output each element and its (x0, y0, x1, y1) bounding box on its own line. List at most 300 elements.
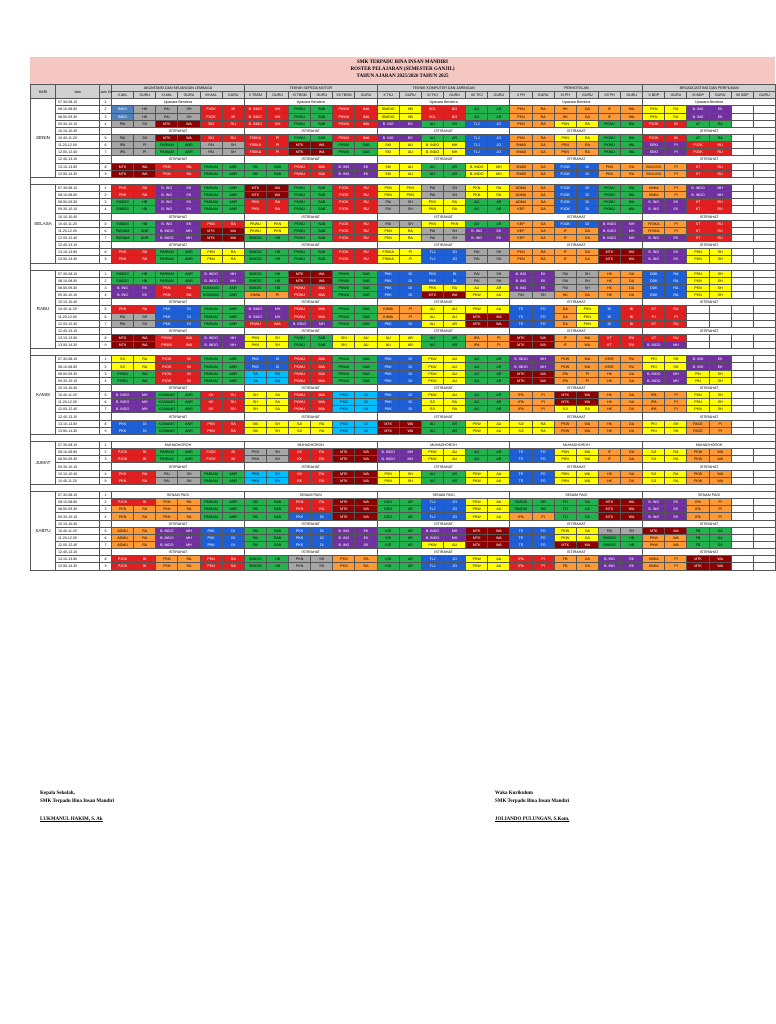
subject-cell: PKI (687, 377, 709, 384)
subject-cell: PKN (377, 227, 399, 234)
school-name: SMK TERPADU BINA INSAN MANDIRI (357, 60, 448, 65)
period-cell: 6 (100, 227, 112, 234)
subject-cell: PKN (510, 249, 532, 256)
subject-cell: PKN (156, 563, 178, 570)
subject-cell: AR (444, 134, 466, 141)
subject-cell: SH (444, 234, 466, 241)
subject-cell: DI (598, 306, 620, 313)
subject-cell: DA (621, 284, 643, 291)
subject-cell: ANR (178, 406, 200, 413)
subject-cell: TE (510, 449, 532, 456)
subject-cell: SH (244, 399, 266, 406)
subject-cell: IMA (311, 356, 333, 363)
subject-cell: WA (134, 377, 156, 384)
subject-cell: PKWU (289, 227, 311, 234)
subject-cell: ANR (222, 477, 244, 484)
subject-cell: KT (687, 220, 709, 227)
subject-cell: AR (488, 392, 510, 399)
subject-cell: PKK (377, 370, 399, 377)
header-department: AKUNTANSI DAN KEUANGAN LEMBAGA (112, 85, 245, 92)
subject-cell: FISIKA (377, 249, 399, 256)
subject-cell: KT (643, 334, 665, 341)
subject-cell: RU (621, 356, 643, 363)
header-class: XI PH (554, 92, 576, 99)
subject-cell: SHAB (510, 142, 532, 149)
table-row (31, 149, 776, 156)
subject-cell: PKN (112, 192, 134, 199)
subject-cell: PKK (377, 363, 399, 370)
subject-cell: DI (399, 363, 421, 370)
subject-cell: EK (355, 527, 377, 534)
subject-cell: DA (621, 420, 643, 427)
subject-cell: KEP (510, 234, 532, 241)
table-row (31, 292, 776, 299)
break-cell: ISTIRAHAT (377, 242, 510, 249)
subject-cell: ANR (222, 284, 244, 291)
subject-cell: EK (355, 542, 377, 549)
period-cell (100, 299, 112, 306)
special-activity-cell: SENAM PAGI (643, 492, 776, 499)
subject-cell: PJOK (333, 199, 355, 206)
break-cell: ISTIRAHAT (377, 299, 510, 306)
period-cell: 7 (100, 542, 112, 549)
time-cell: 12.00-12.40 (56, 149, 100, 156)
subject-cell: PKWU (333, 370, 355, 377)
subject-cell: PAI (421, 192, 443, 199)
subject-cell: PKN (421, 206, 443, 213)
subject-cell: PKN (687, 284, 709, 291)
subject-cell: B. INDO (244, 106, 266, 113)
subject-cell: BI (621, 313, 643, 320)
subject-cell (731, 513, 753, 520)
subject-cell: DI (444, 270, 466, 277)
period-cell (100, 384, 112, 391)
time-cell: 08.50-09.30 (56, 456, 100, 463)
subject-cell: RA (311, 427, 333, 434)
subject-cell: SAB (266, 542, 288, 549)
subject-cell: PKWU (333, 356, 355, 363)
subject-cell: DI (399, 292, 421, 299)
time-cell: 13.50-14.30 (56, 427, 100, 434)
subject-cell: DI (222, 542, 244, 549)
table-row (31, 463, 776, 470)
subject-cell: AR (444, 342, 466, 349)
subject-cell: PKN (200, 220, 222, 227)
signature-left-name: LUKMANUL HAKIM, S. Ak (40, 817, 103, 822)
subject-cell: SH (488, 249, 510, 256)
subject-cell: SAB (355, 142, 377, 149)
table-row (31, 456, 776, 463)
break-cell: ISTIRAHAT (112, 299, 245, 306)
subject-cell: SAB (311, 106, 333, 113)
subject-cell: SH (621, 527, 643, 534)
subject-cell: PAI (377, 220, 399, 227)
subject-cell: BI (222, 449, 244, 456)
subject-cell: AU (488, 306, 510, 313)
subject-cell: PKN (643, 106, 665, 113)
subject-cell: SAB (266, 534, 288, 541)
subject-cell: PKN (266, 227, 288, 234)
subject-cell: PKN (244, 470, 266, 477)
subject-cell: MH (621, 220, 643, 227)
subject-cell: RA (709, 134, 731, 141)
subject-cell: DDG (377, 513, 399, 520)
subject-cell: HK (554, 292, 576, 299)
subject-cell: PI (665, 184, 687, 191)
subject-cell: AU (444, 542, 466, 549)
subject-cell: DI (311, 542, 333, 549)
header-class: GURU (399, 92, 421, 99)
subject-cell: AIJ (421, 334, 443, 341)
subject-cell: PAI (554, 277, 576, 284)
subject-cell: PKN (333, 556, 355, 563)
table-row (31, 192, 776, 199)
subject-cell: SKI (244, 170, 266, 177)
break-cell: ISTIRAHAT (643, 549, 776, 556)
break-cell: ISTIRAHAT (643, 327, 776, 334)
subject-cell: WA (355, 470, 377, 477)
subject-cell: TE (510, 542, 532, 549)
subject-cell: RA (178, 292, 200, 299)
subject-cell: TE (510, 313, 532, 320)
table-row (31, 170, 776, 177)
subject-cell: MTK (112, 170, 134, 177)
subject-cell: PARIAM (200, 499, 222, 506)
subject-cell: ANR (222, 356, 244, 363)
table-row (31, 420, 776, 427)
subject-cell: B. INDO (112, 392, 134, 399)
day-separator (31, 177, 776, 184)
table-row (31, 556, 776, 563)
subject-cell: B. INDO (244, 120, 266, 127)
subject-cell: PKN (554, 120, 576, 127)
subject-cell: DA (576, 513, 598, 520)
subject-cell: SIMDIG (112, 220, 134, 227)
subject-cell: PKN (377, 234, 399, 241)
subject-cell: MTK (200, 227, 222, 234)
subject-cell: HB (399, 106, 421, 113)
subject-cell: SH (266, 420, 288, 427)
subject-cell: PARIAM (156, 256, 178, 263)
subject-cell: WA (311, 270, 333, 277)
day-cell: RABU (31, 270, 56, 349)
subject-cell: MH (178, 527, 200, 534)
subject-cell: PKWU (289, 292, 311, 299)
subject-cell: BI (665, 134, 687, 141)
subject-cell: DI (355, 392, 377, 399)
subject-cell: PAI (112, 313, 134, 320)
subject-cell: DA (532, 206, 554, 213)
table-row (31, 470, 776, 477)
subject-cell: AU (444, 356, 466, 363)
subject-cell: PJOK (333, 227, 355, 234)
period-cell: 6 (100, 399, 112, 406)
subject-cell: PKN (200, 249, 222, 256)
header-class: XI AKL (156, 92, 178, 99)
subject-cell: AR (444, 427, 466, 434)
subject-cell: MH (134, 392, 156, 399)
subject-cell: MTK (377, 427, 399, 434)
subject-cell: DI (222, 527, 244, 534)
signature-right-school: SMK Terpadu Bina Insan Mandiri (495, 799, 570, 804)
subject-cell (731, 477, 753, 484)
roster-title: ROSTER PELAJARAN (SEMESTER GANJIL) (350, 67, 455, 72)
header-class: GURU (134, 92, 156, 99)
subject-cell: SAB (355, 320, 377, 327)
subject-cell: RA (222, 556, 244, 563)
subject-cell: DA (532, 192, 554, 199)
subject-cell: PKN (289, 506, 311, 513)
subject-cell (753, 534, 775, 541)
subject-cell: EK (178, 199, 200, 206)
subject-cell: IPA (510, 556, 532, 563)
subject-cell: PJOK (333, 184, 355, 191)
subject-cell (731, 556, 753, 563)
subject-cell: PKN (377, 192, 399, 199)
subject-cell: PAI (466, 256, 488, 263)
time-cell: 12.00-12.40 (56, 542, 100, 549)
subject-cell: RA (488, 192, 510, 199)
subject-cell: WA (488, 534, 510, 541)
subject-cell: MTK (598, 249, 620, 256)
subject-cell: PKW (466, 420, 488, 427)
subject-cell: KEIR (598, 356, 620, 363)
header-class: XII TKJ (466, 92, 488, 99)
subject-cell: EK (532, 277, 554, 284)
subject-cell: SJI (643, 477, 665, 484)
subject-cell: PJOK (200, 456, 222, 463)
subject-cell: MH (532, 356, 554, 363)
subject-cell: PKWU (289, 184, 311, 191)
subject-cell: SH (488, 270, 510, 277)
subject-cell: FB (687, 542, 709, 549)
subject-cell: AIJ (421, 163, 443, 170)
subject-cell: SH (709, 392, 731, 399)
subject-cell: PJOK (200, 449, 222, 456)
subject-cell: SH (178, 477, 200, 484)
subject-cell: PI (709, 513, 731, 520)
subject-cell: PI (709, 427, 731, 434)
subject-cell: MH (222, 342, 244, 349)
subject-cell: ADMU (112, 527, 134, 534)
subject-cell: SAB (311, 206, 333, 213)
subject-cell: RU (311, 456, 333, 463)
subject-cell: DA (621, 370, 643, 377)
subject-cell: FB (554, 556, 576, 563)
subject-cell: B. INDO (200, 277, 222, 284)
subject-cell: PKI (643, 427, 665, 434)
table-row (31, 377, 776, 384)
subject-cell: IPA (466, 334, 488, 341)
subject-cell: MH (266, 306, 288, 313)
subject-cell: PJOK (112, 456, 134, 463)
subject-cell: PKN (244, 449, 266, 456)
subject-cell: HB (134, 206, 156, 213)
subject-cell: PKN (421, 284, 443, 291)
subject-cell: SIMDIG (244, 270, 266, 277)
subject-cell: JO (444, 556, 466, 563)
subject-cell: B. ING (643, 206, 665, 213)
subject-cell: B. INDO (200, 334, 222, 341)
subject-cell: PAI (377, 206, 399, 213)
subject-cell: RA (222, 420, 244, 427)
subject-cell: MTK (156, 120, 178, 127)
subject-cell: EK (355, 163, 377, 170)
subject-cell: TLJ (466, 120, 488, 127)
subject-cell: PAI (112, 134, 134, 141)
subject-cell: RU (621, 334, 643, 341)
subject-cell: SAB (266, 499, 288, 506)
subject-cell: RA (532, 420, 554, 427)
subject-cell: PKN (554, 449, 576, 456)
subject-cell: B. ING (643, 234, 665, 241)
subject-cell: EK (134, 292, 156, 299)
subject-cell: MTK (333, 456, 355, 463)
subject-cell: SH (576, 270, 598, 277)
subject-cell: RA (134, 256, 156, 263)
schedule-table (30, 84, 776, 571)
subject-cell: PI (576, 370, 598, 377)
special-activity-cell: MUHADHOROH (377, 442, 510, 449)
subject-cell: PKWU (289, 134, 311, 141)
subject-cell (731, 534, 753, 541)
time-cell: 08.50-09.30 (56, 199, 100, 206)
subject-cell: KID (377, 563, 399, 570)
table-row (31, 327, 776, 334)
header-class: XI TKJ (421, 92, 443, 99)
break-cell: ISTIRAHAT (643, 413, 776, 420)
time-cell: 13.10-13.50 (56, 334, 100, 341)
subject-cell: PKN (554, 470, 576, 477)
subject-cell: PKWU (156, 342, 178, 349)
subject-cell: PAI (421, 227, 443, 234)
day-separator (31, 349, 776, 356)
subject-cell: RU (709, 199, 731, 206)
period-cell: 8 (100, 163, 112, 170)
subject-cell: PKWU (244, 227, 266, 234)
subject-cell: PKK (421, 277, 443, 284)
subject-cell: SH (399, 470, 421, 477)
subject-cell: HB (266, 256, 288, 263)
break-cell: ISTIRAHAT (510, 156, 643, 163)
subject-cell: RU (355, 199, 377, 206)
subject-cell: PKN (554, 149, 576, 156)
subject-cell: B. INDO (156, 534, 178, 541)
subject-cell: SH (266, 334, 288, 341)
subject-cell: ANR (222, 292, 244, 299)
subject-cell: AR (488, 106, 510, 113)
subject-cell: B. INDO (598, 220, 620, 227)
time-cell: 10.40-11.20 (56, 306, 100, 313)
subject-cell: TE (510, 527, 532, 534)
subject-cell: FO (532, 470, 554, 477)
table-row (31, 542, 776, 549)
subject-cell: PI (576, 377, 598, 384)
subject-cell: PI (266, 142, 288, 149)
subject-cell: SIMDIG (244, 556, 266, 563)
subject-cell: FB (554, 563, 576, 570)
subject-cell: ADMU (510, 199, 532, 206)
subject-cell: PKN (156, 506, 178, 513)
subject-cell: AR (399, 563, 421, 570)
subject-cell: RU (665, 306, 687, 313)
subject-cell: EK (355, 534, 377, 541)
period-cell: 3 (100, 506, 112, 513)
subject-cell: PI (399, 306, 421, 313)
subject-cell: SH (399, 477, 421, 484)
subject-cell: SIMDIG (244, 256, 266, 263)
break-cell: ISTIRAHAT (244, 299, 377, 306)
subject-cell: RA (311, 506, 333, 513)
subject-cell: PKN (156, 292, 178, 299)
subject-cell (731, 120, 753, 127)
subject-cell (731, 320, 753, 327)
subject-cell: FISIKA (244, 134, 266, 141)
subject-cell: SAB (311, 234, 333, 241)
subject-cell: WA (621, 134, 643, 141)
subject-cell (753, 284, 775, 291)
subject-cell: HK (598, 427, 620, 434)
subject-cell: AR (399, 542, 421, 549)
table-row (31, 249, 776, 256)
subject-cell: PI (532, 556, 554, 563)
subject-cell: DA (576, 534, 598, 541)
subject-cell: PARIAM (200, 363, 222, 370)
subject-cell: KK (289, 477, 311, 484)
subject-cell (753, 170, 775, 177)
subject-cell: DI (355, 406, 377, 413)
subject-cell: PI (665, 406, 687, 413)
subject-cell: SKI (377, 163, 399, 170)
period-cell: 4 (100, 513, 112, 520)
table-row (31, 392, 776, 399)
subject-cell: AU (399, 149, 421, 156)
subject-cell: IMA (311, 306, 333, 313)
time-cell: 08.50-09.30 (56, 113, 100, 120)
subject-cell: MTK (156, 134, 178, 141)
subject-cell (753, 470, 775, 477)
subject-cell: WA (488, 542, 510, 549)
subject-cell: SH (709, 256, 731, 263)
subject-cell: WA (709, 470, 731, 477)
subject-cell: B. INDO (598, 234, 620, 241)
subject-cell: SH (665, 427, 687, 434)
subject-cell: PJOK (200, 113, 222, 120)
subject-cell: SH (709, 292, 731, 299)
subject-cell: AIJ (421, 134, 443, 141)
break-cell: ISTIRAHAT (244, 156, 377, 163)
break-cell: ISTIRAHAT (643, 520, 776, 527)
subject-cell (753, 556, 775, 563)
subject-cell: DI (222, 534, 244, 541)
break-cell: ISTIRAHAT (112, 127, 245, 134)
header-class: GURU (576, 92, 598, 99)
subject-cell: FISIKA (244, 142, 266, 149)
subject-cell (753, 142, 775, 149)
day-cell: SENIN (31, 99, 56, 178)
time-cell: 11.20-12.00 (56, 534, 100, 541)
day-separator (31, 263, 776, 270)
subject-cell: FO (554, 506, 576, 513)
header-class: GURU (178, 92, 200, 99)
subject-cell: BO (444, 106, 466, 113)
break-cell: ISTIRAHAT (510, 327, 643, 334)
subject-cell: TE (510, 306, 532, 313)
subject-cell: SA (266, 399, 288, 406)
subject-cell: PKN (554, 456, 576, 463)
subject-cell: WA (576, 363, 598, 370)
break-cell: ISTIRAHAT (244, 384, 377, 391)
